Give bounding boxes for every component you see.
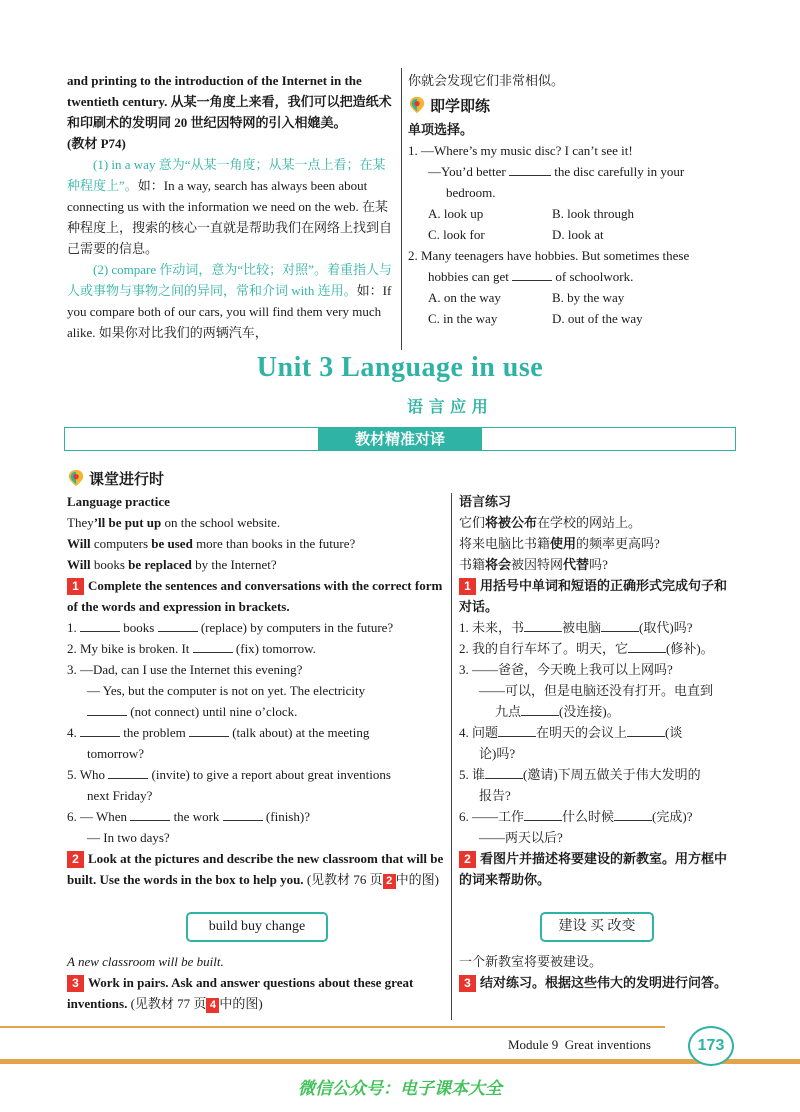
answer-blank[interactable]	[627, 736, 665, 737]
language-practice-label: Language practice	[67, 494, 170, 509]
q1-options-ab: A. look up B. look through	[428, 206, 634, 221]
page-number: 173	[688, 1026, 734, 1066]
model-answer: A new classroom will be built.	[67, 954, 224, 969]
q2-line2: hobbies can get of schoolwork.	[428, 269, 634, 284]
answer-blank[interactable]	[614, 820, 652, 821]
item-5-cont-cn: 报告?	[479, 788, 511, 803]
translation-2: 将来电脑比书籍使用的频率更高吗?	[459, 536, 660, 551]
model-answer-cn: 一个新教室将要被建设。	[459, 954, 603, 969]
answer-blank[interactable]	[223, 820, 263, 821]
answer-blank[interactable]	[485, 778, 523, 779]
item-1-cn: 1. 未来，书 被电脑 (取代)吗?	[459, 620, 693, 635]
chinese-column-tail	[459, 951, 739, 993]
item-4-cont: tomorrow?	[87, 746, 145, 761]
item-2: 2. My bike is broken. It (fix) tomorrow.	[67, 641, 316, 656]
item-3-reply: — Yes, but the computer is not on yet. The electricity	[87, 683, 366, 698]
footer-rule-top	[0, 1026, 665, 1028]
unit-subtitle: 语 言 应 用	[407, 397, 488, 416]
task-3-instruction: 3 Work in pairs. Ask and answer questions about these great inventions. (见教材 77 页 4 中的图)	[67, 975, 414, 1011]
q2-stem: 2. Many teenagers have hobbies. But sometimes these	[408, 248, 690, 263]
answer-blank[interactable]	[80, 631, 120, 632]
answer-blank[interactable]	[80, 736, 120, 737]
answer-blank[interactable]	[87, 715, 127, 716]
item-2-cn: 2. 我的自行车坏了。明天，它 (修补)。	[459, 641, 714, 656]
q1-stem: 1. —Where’s my music disc? I can’t see it!	[408, 143, 633, 158]
column-divider-bottom	[451, 493, 452, 1020]
q1-line2: —You’d better the disc carefully in your	[428, 164, 685, 179]
q2-options-ab: A. on the way B. by the way	[428, 290, 625, 305]
example-sentence-3: Will books be replaced by the Internet?	[67, 557, 277, 572]
classroom-heading: 课堂进行时	[67, 468, 164, 490]
translation-3: 书籍将会被因特网代替吗?	[459, 557, 608, 572]
practice-heading: 即学即练	[408, 95, 738, 119]
item-6-reply-cn: ——两天以后?	[479, 830, 563, 845]
wechat-watermark: 微信公众号：电子课本大全	[298, 1079, 502, 1099]
english-column	[67, 491, 446, 890]
item-4-cont-cn: 论)吗?	[479, 746, 516, 761]
item-6-reply: — In two days?	[87, 830, 170, 845]
unit-title: Unit 3 Language in use	[256, 352, 544, 383]
item-3-reply-cont: (not connect) until nine o’clock.	[67, 701, 446, 722]
example-sentence-2: Will computers be used more than books in the future?	[67, 536, 356, 551]
note-compare: (2) compare 作动词，意为“比较；对照”。着重指人与人或事物与事物之间的异同，常和介词 with 连用。如：If you compare both of our cars, you will find them very much alike. 如果你对比我们的两辆汽车，	[67, 262, 392, 340]
answer-blank[interactable]	[158, 631, 198, 632]
location-pin-icon	[408, 96, 426, 114]
answer-blank[interactable]	[524, 631, 562, 632]
item-5-cn: 5. 谁 (邀请)下周五做关于伟大发明的	[459, 767, 701, 782]
task-1-instruction-cn: 1 用括号中单词和短语的正确形式完成句子和对话。	[459, 578, 728, 614]
task-3-instruction-cn: 3 结对练习。根据这些伟大的发明进行问答。	[459, 972, 739, 993]
task-2-instruction: 2 Look at the pictures and describe the new classroom that will be built. Use the words in the box to help you. (见教材 76 页 2 中的图)	[67, 851, 444, 887]
item-3-reply-cont-cn: 九点 (没连接)。	[495, 704, 620, 719]
passage-text: and printing to the introduction of the Internet in the twentieth century. 从某一角度上来看，我们可以把造纸术和印刷术的发明同 20 世纪因特网的引入相媲美。	[67, 73, 392, 130]
answer-blank[interactable]	[193, 652, 233, 653]
practice-instruction: 单项选择。	[408, 122, 474, 137]
task-1-instruction: 1 Complete the sentences and conversations with the correct form of the words and expression in brackets.	[67, 578, 443, 614]
answer-blank[interactable]	[189, 736, 229, 737]
item-4: 4. the problem (talk about) at the meeting	[67, 725, 370, 740]
banner-label: 教材精准对译	[318, 428, 482, 451]
example-sentence-1: They’ll be put up on the school website.	[67, 515, 281, 530]
language-practice-label-cn: 语言练习	[459, 494, 512, 509]
answer-blank[interactable]	[601, 631, 639, 632]
item-3-cn: 3. ——爸爸，今天晚上我可以上网吗?	[459, 662, 673, 677]
top-left-column	[67, 70, 395, 343]
item-3-reply-cn: ——可以，但是电脑还没有打开。电直到	[479, 683, 714, 698]
item-6-cn: 6. ——工作 什么时候 (完成)?	[459, 809, 693, 824]
answer-blank[interactable]	[108, 778, 148, 779]
item-6: 6. — When the work (finish)?	[67, 809, 310, 824]
english-column-tail	[67, 951, 446, 1014]
item-3: 3. —Dad, can I use the Internet this evening?	[67, 662, 303, 677]
item-1: 1. books (replace) by computers in the future?	[67, 620, 394, 635]
q1-line3: bedroom.	[446, 185, 496, 200]
top-right-column	[408, 70, 738, 329]
textbook-ref: (教材 P74)	[67, 136, 126, 151]
item-5-cont: next Friday?	[87, 788, 153, 803]
column-divider-top	[401, 68, 402, 350]
note-in-a-way: (1) in a way 意为“从某一角度；从某一点上看；在某种程度上”。如：In a way, search has always been about connecting us with the information we need on the web. 在某种程度上，搜索的核心一直就是帮助我们在网络上找到自己需要的信息。	[67, 157, 393, 256]
word-box-english: build buy change	[186, 912, 328, 942]
answer-blank[interactable]	[130, 820, 170, 821]
answer-blank[interactable]	[521, 715, 559, 716]
location-pin-icon	[67, 469, 85, 487]
answer-blank[interactable]	[524, 820, 562, 821]
answer-blank[interactable]	[498, 736, 536, 737]
passage-continuation: 你就会发现它们非常相似。	[408, 73, 565, 88]
word-box-chinese: 建设 买 改变	[540, 912, 654, 942]
q1-options-cd: C. look for D. look at	[428, 227, 604, 242]
item-5: 5. Who (invite) to give a report about great inventions	[67, 767, 391, 782]
q2-options-cd: C. in the way D. out of the way	[428, 311, 643, 326]
translation-1: 它们将被公布在学校的网站上。	[459, 515, 642, 530]
answer-blank[interactable]	[512, 280, 552, 281]
item-4-cn: 4. 问题 在明天的会议上 (谈	[459, 725, 683, 740]
footer-rule-bottom	[0, 1059, 800, 1064]
task-2-instruction-cn: 2 看图片并描述将要建设的新教室。用方框中的词来帮助你。	[459, 851, 728, 887]
footer-module: Module 9 Great inventions	[508, 1037, 651, 1052]
chinese-column	[459, 491, 739, 890]
answer-blank[interactable]	[509, 175, 551, 176]
answer-blank[interactable]	[628, 652, 666, 653]
